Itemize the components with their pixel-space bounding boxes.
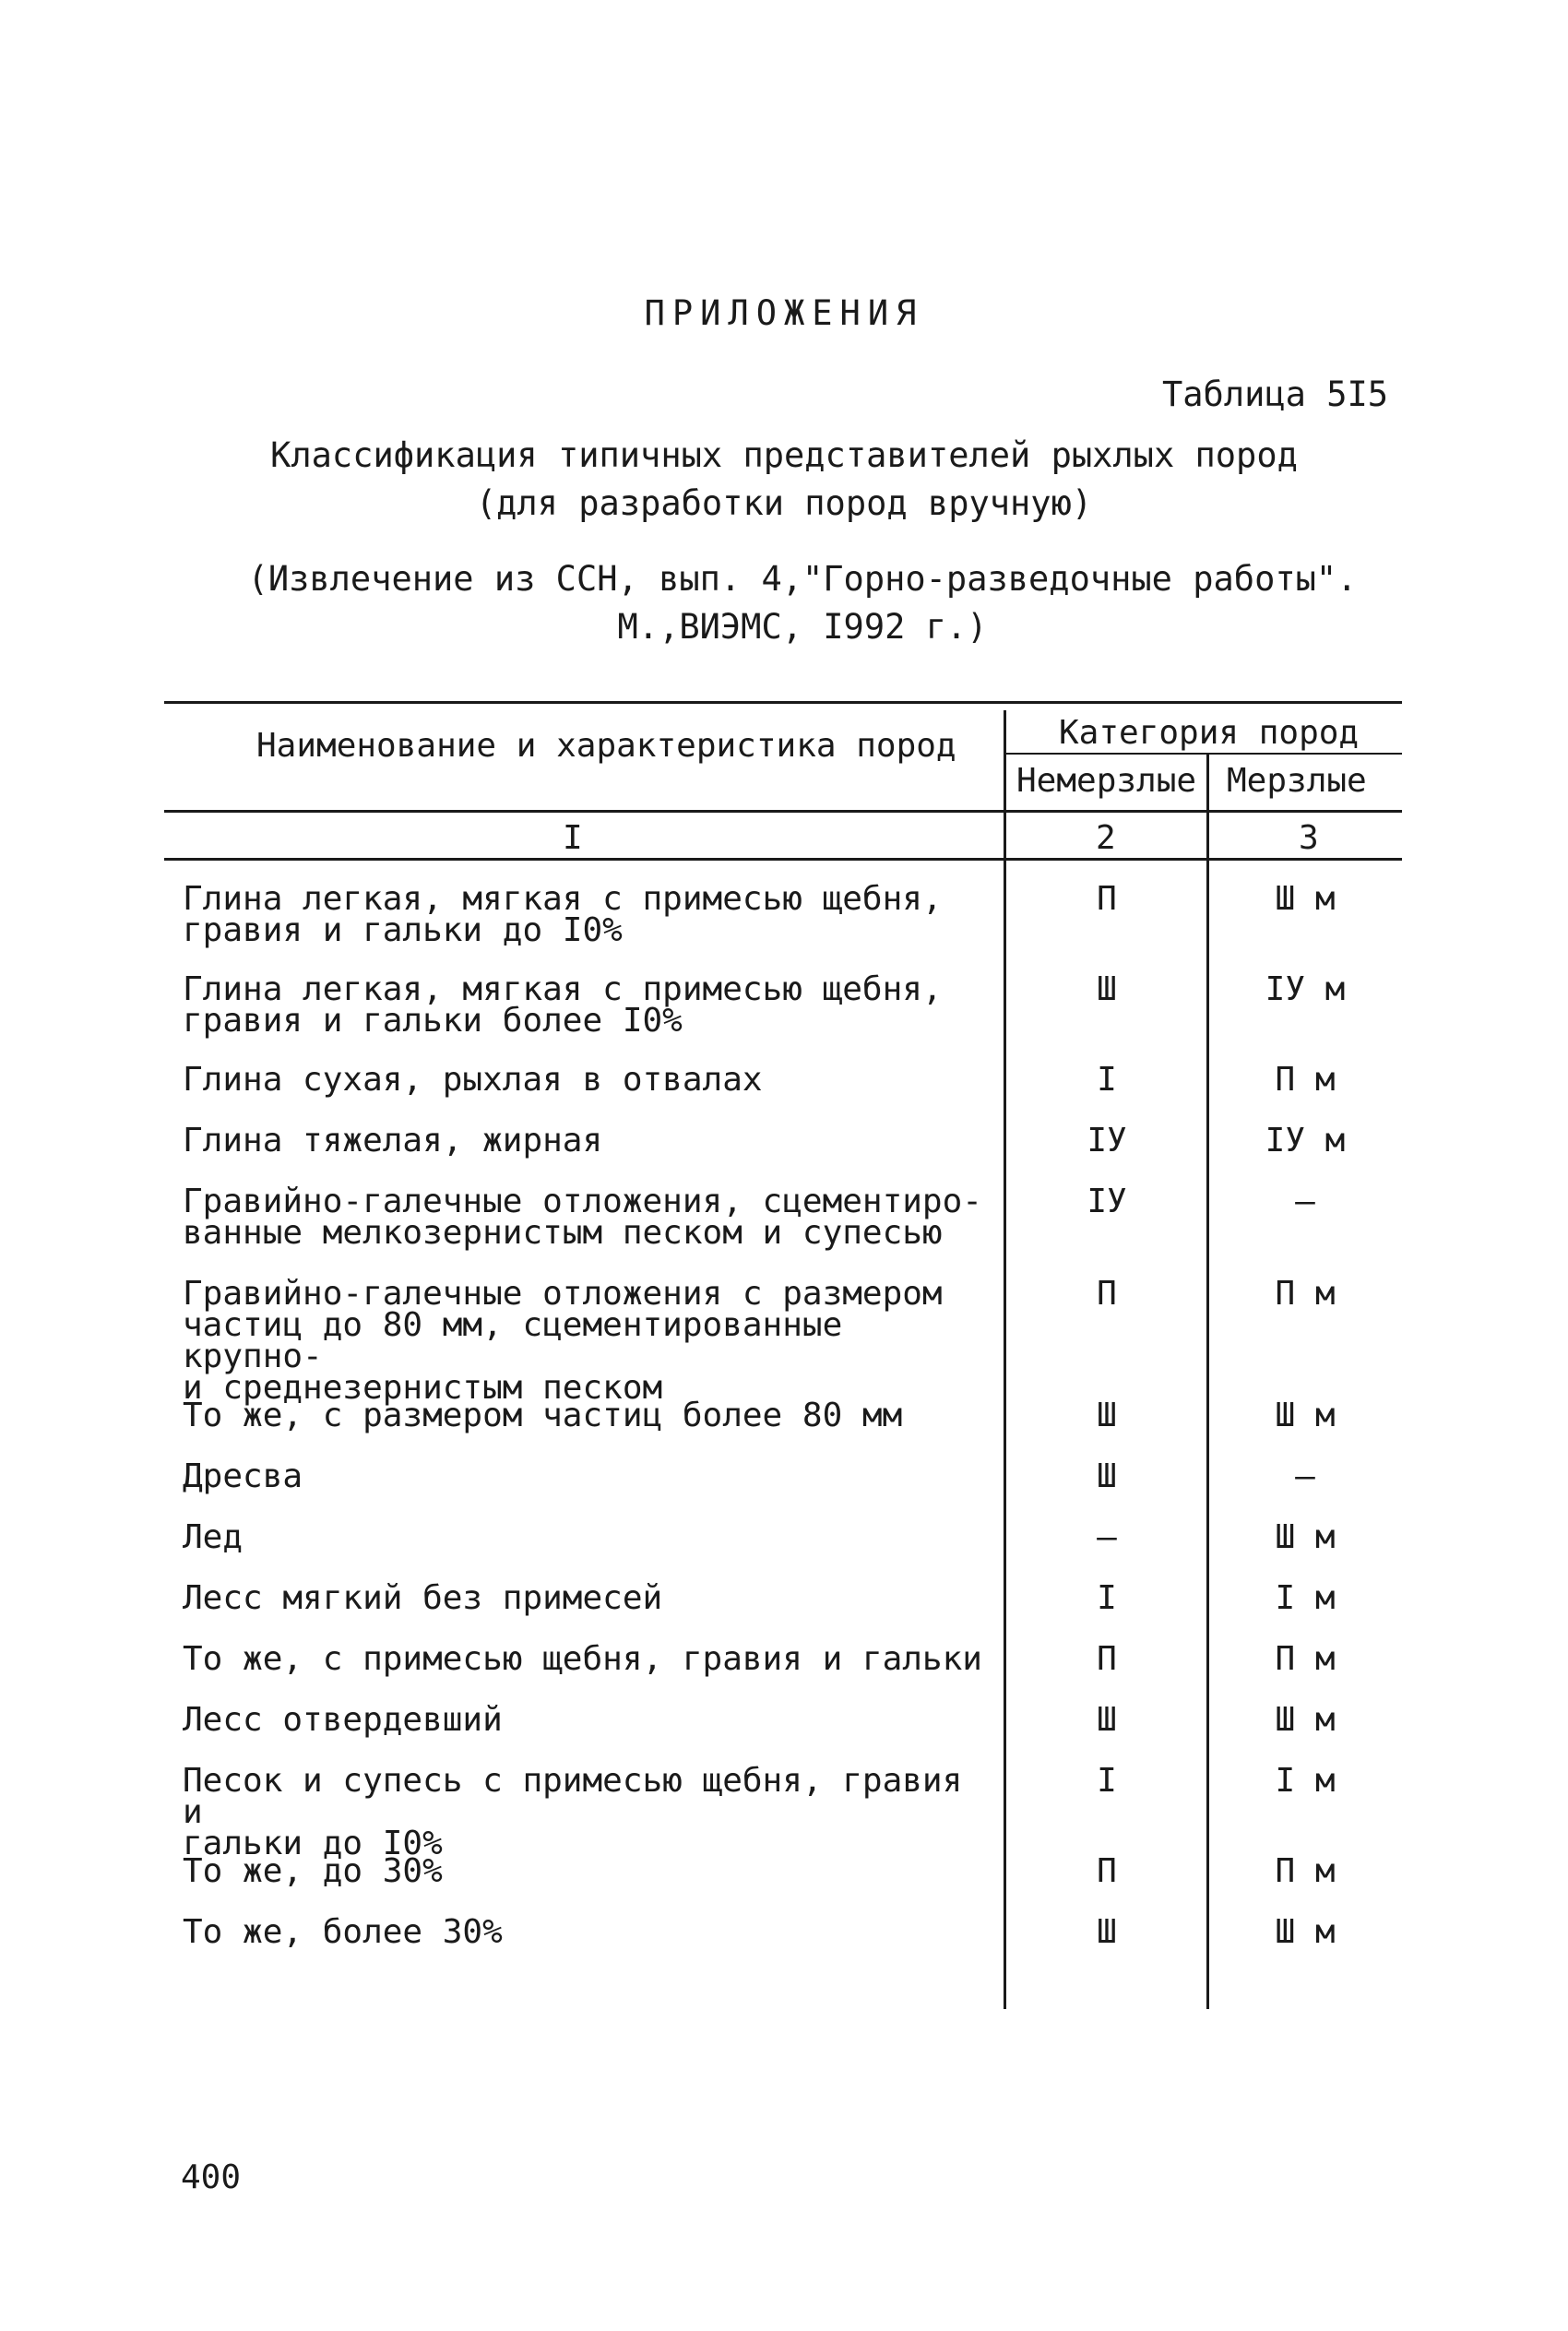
row-nonfrozen: I: [1097, 1061, 1117, 1099]
row-frozen: П м: [1275, 1061, 1336, 1099]
row-name: Глина легкая, мягкая с примесью щебня, гравия и гальки до I0%: [183, 880, 943, 949]
row-name: То же, с примесью щебня, гравия и гальки: [183, 1640, 982, 1678]
row-nonfrozen: –: [1097, 1518, 1117, 1556]
row-nonfrozen: Ш: [1097, 1457, 1117, 1495]
table-caption-line-2: (для разработки пород вручную): [475, 483, 1093, 523]
row-name: То же, с размером частиц более 80 мм: [183, 1397, 903, 1434]
row-name: Глина сухая, рыхлая в отвалах: [183, 1061, 763, 1099]
row-name: Гравийно-галечные отложения с размером частиц до 80 мм, сцементированные крупно- и среднезернистым песком: [183, 1275, 943, 1407]
row-nonfrozen: IУ: [1087, 1122, 1127, 1160]
table-caption-line-1: Классификация типичных представителей рыхлых пород: [270, 435, 1298, 475]
header-name-column: Наименование и характеристика пород: [256, 727, 956, 765]
row-frozen: Ш м: [1275, 1518, 1336, 1556]
row-frozen: Ш м: [1275, 880, 1336, 918]
header-nonfrozen: Немерзлые: [1016, 762, 1197, 800]
row-name: Глина легкая, мягкая с примесью щебня, гравия и гальки более I0%: [183, 970, 943, 1040]
row-nonfrozen: IУ: [1087, 1183, 1127, 1220]
col-number-bottom-rule: [164, 858, 1402, 861]
column-divider-2: [1206, 755, 1209, 2009]
row-frozen: I м: [1275, 1579, 1336, 1617]
table-top-rule: [164, 701, 1402, 704]
row-nonfrozen: П: [1097, 1275, 1117, 1313]
row-nonfrozen: П: [1097, 880, 1117, 918]
header-bottom-rule: [164, 810, 1402, 813]
row-name: То же, более 30%: [183, 1913, 503, 1951]
row-frozen: Ш м: [1275, 1397, 1336, 1434]
row-frozen: –: [1295, 1457, 1315, 1495]
column-number-1: I: [563, 819, 583, 857]
row-frozen: IУ м: [1265, 1122, 1346, 1160]
row-nonfrozen: П: [1097, 1852, 1117, 1890]
row-name: Лесс отвердевший: [183, 1701, 503, 1739]
row-name: Лед: [183, 1518, 244, 1556]
row-nonfrozen: Ш: [1097, 1701, 1117, 1739]
row-nonfrozen: I: [1097, 1762, 1117, 1800]
row-frozen: –: [1295, 1183, 1315, 1220]
row-nonfrozen: Ш: [1097, 1397, 1117, 1434]
row-name: Дресва: [183, 1457, 303, 1495]
row-name: Глина тяжелая, жирная: [183, 1122, 603, 1160]
column-number-3: 3: [1299, 819, 1319, 857]
row-name: Гравийно-галечные отложения, сцементиро- ванные мелкозернистым песком и супесью: [183, 1183, 982, 1252]
header-category: Категория пород: [1059, 714, 1360, 752]
row-nonfrozen: П: [1097, 1640, 1117, 1678]
row-frozen: I м: [1275, 1762, 1336, 1800]
row-frozen: IУ м: [1265, 970, 1346, 1008]
row-nonfrozen: Ш: [1097, 970, 1117, 1008]
row-frozen: Ш м: [1275, 1701, 1336, 1739]
row-name: Лесс мягкий без примесей: [183, 1579, 663, 1617]
table-number: Таблица 5I5: [1162, 375, 1389, 414]
row-frozen: П м: [1275, 1852, 1336, 1890]
column-number-2: 2: [1096, 819, 1116, 857]
row-name: Песок и супесь с примесью щебня, гравия и гальки до I0%: [183, 1762, 963, 1862]
row-nonfrozen: I: [1097, 1579, 1117, 1617]
row-nonfrozen: Ш: [1097, 1913, 1117, 1951]
row-frozen: П м: [1275, 1275, 1336, 1313]
header-frozen: Мерзлые: [1227, 762, 1367, 800]
table-source-line-1: (Извлечение из ССН, вып. 4,"Горно-разведочные работы".: [247, 559, 1358, 599]
row-name: То же, до 30%: [183, 1852, 443, 1890]
table-source-line-2: М.,ВИЭМС, I992 г.): [617, 607, 988, 647]
page-number: 400: [181, 2159, 242, 2196]
appendix-heading: ПРИЛОЖЕНИЯ: [644, 293, 924, 333]
row-frozen: П м: [1275, 1640, 1336, 1678]
category-underline: [1005, 753, 1402, 755]
row-frozen: Ш м: [1275, 1913, 1336, 1951]
